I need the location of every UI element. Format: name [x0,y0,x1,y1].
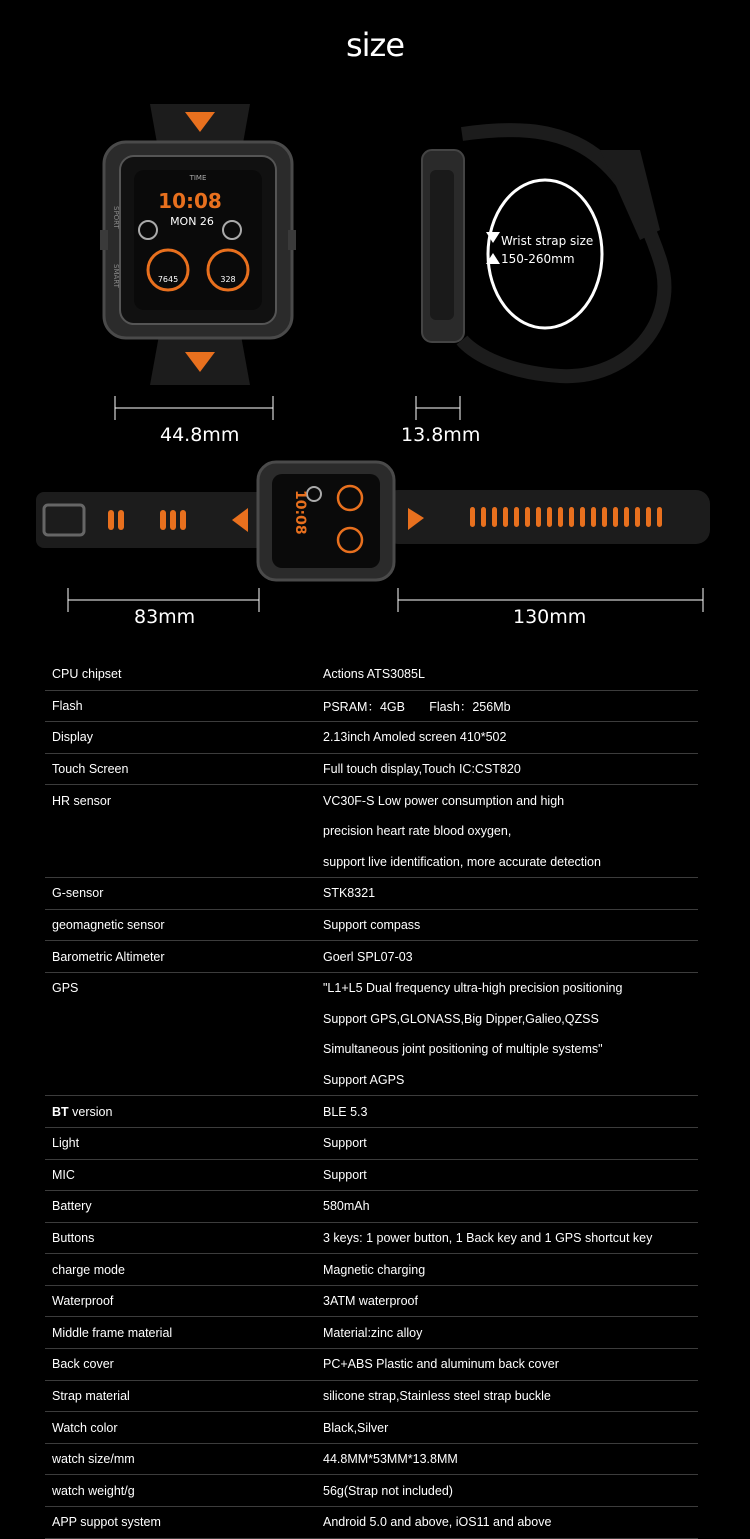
thickness-dimension: 13.8mm [401,424,481,446]
spec-key [45,659,323,690]
spec-key-text: charge mode [52,1262,125,1277]
spec-key [45,1096,323,1128]
spec-row [45,1349,698,1381]
spec-row [45,1285,698,1317]
spec-row [45,1127,698,1159]
spec-key-text: GPS [52,981,79,996]
spec-value: Support [323,1127,698,1159]
spec-key [45,1443,323,1475]
spec-value: 44.8MM*53MM*13.8MM [323,1443,698,1475]
spec-key [45,816,323,847]
spec-value: precision heart rate blood oxygen, [323,824,512,839]
spec-value: Black,Silver [323,1412,698,1444]
spec-key [45,1285,323,1317]
spec-row [45,941,698,973]
spec-key [45,1412,323,1444]
spec-key [45,941,323,973]
watch-side-image [422,130,664,376]
spec-key-text: Middle frame material [52,1325,173,1340]
spec-key-text: Display [52,730,93,745]
page-title: size [345,26,405,64]
spec-row [45,1096,698,1128]
strap-short-dimension: 83mm [134,606,196,628]
width-dimension: 44.8mm [160,424,240,446]
spec-value: Android 5.0 and above, iOS11 and above [323,1507,698,1539]
spec-key [45,1317,323,1349]
spec-key-text: HR sensor [52,793,112,808]
side-label-smart: SMART [112,264,120,288]
spec-value: Material:zinc alloy [323,1317,698,1349]
spec-row [45,722,698,754]
spec-row [45,690,698,722]
spec-key [45,722,323,754]
spec-row [45,816,698,847]
spec-key-bold: BT [52,1104,69,1119]
watch-face-heart: 328 [220,275,236,284]
spec-row [45,1380,698,1412]
watch-flat-image [36,462,710,580]
spec-table [45,659,698,1539]
spec-row [45,909,698,941]
spec-value: Magnetic charging [323,1254,698,1286]
spec-key-text: Barometric Altimeter [52,949,165,964]
spec-key-text: version [68,1104,113,1119]
watch-face-date: MON 26 [170,215,214,228]
spec-key [45,1159,323,1191]
spec-key [45,1254,323,1286]
spec-key [45,1065,323,1096]
spec-value: Support AGPS [323,1065,698,1096]
spec-value: Support GPS,GLONASS,Big Dipper,Galieo,QZSS [323,1011,599,1026]
spec-key-text: Strap material [52,1388,130,1403]
spec-value: Simultaneous joint positioning of multiple systems" [323,1042,603,1057]
spec-key-text: Light [52,1136,80,1151]
spec-key-text: watch weight/g [52,1483,135,1498]
spec-key [45,1349,323,1381]
spec-key-text: Watch color [52,1420,118,1435]
spec-key-text: watch size/mm [52,1452,135,1467]
watch-face-steps: 7645 [157,275,179,284]
spec-value: Goerl SPL07-03 [323,941,698,973]
strap-size-label: Wrist strap size [501,234,594,248]
spec-row [45,878,698,910]
watch-front-image [100,104,296,385]
spec-key [45,972,323,1003]
spec-row [45,1443,698,1475]
spec-key [45,847,323,878]
spec-key [45,1191,323,1223]
spec-key [45,1507,323,1539]
product-illustration [0,0,750,650]
spec-key [45,909,323,941]
spec-value: Support [323,1159,698,1191]
spec-row [45,1412,698,1444]
spec-value: 56g(Strap not included) [323,1475,698,1507]
spec-value: PSRAM：4GB Flash：256Mb [323,690,698,722]
watch-face-time: 10:08 [158,189,222,213]
side-label-sport: SPORT [112,206,120,229]
spec-row [45,847,698,878]
spec-key-text: APP suppot system [52,1515,161,1530]
spec-value: support live identification, more accurate detection [323,847,698,878]
spec-row [45,659,698,690]
spec-row [45,753,698,785]
spec-key [45,1380,323,1412]
spec-value: BLE 5.3 [323,1096,698,1128]
spec-key-text: G-sensor [52,886,104,901]
spec-value: 2.13inch Amoled screen 410*502 [323,722,698,754]
spec-row [45,1004,698,1035]
spec-row [45,1507,698,1539]
spec-row [45,1191,698,1223]
strap-size-range: 150-260mm [501,252,575,266]
spec-key-text: CPU chipset [52,667,122,682]
spec-key [45,690,323,722]
watch-face-brand: TIME [189,174,207,182]
spec-value: silicone strap,Stainless steel strap buckle [323,1380,698,1412]
spec-key [45,1004,323,1035]
spec-key-text: Buttons [52,1230,95,1245]
spec-value: PC+ABS Plastic and aluminum back cover [323,1349,698,1381]
spec-key [45,1475,323,1507]
spec-value: Support compass [323,909,698,941]
spec-value: VC30F-S Low power consumption and high [323,793,565,808]
spec-value: 580mAh [323,1191,698,1223]
spec-key [45,1034,323,1065]
spec-value: Full touch display,Touch IC:CST820 [323,753,698,785]
spec-key [45,1222,323,1254]
flat-face-time: 10:08 [292,490,308,535]
spec-value: 3ATM waterproof [323,1285,698,1317]
spec-row [45,1317,698,1349]
spec-value: 3 keys: 1 power button, 1 Back key and 1 GPS shortcut key [323,1222,698,1254]
spec-key-text: Back cover [52,1357,114,1372]
spec-value: Actions ATS3085L [323,659,698,690]
spec-row [45,1254,698,1286]
spec-key [45,785,323,816]
spec-row [45,972,698,1003]
spec-key-text: Battery [52,1199,92,1214]
spec-key-text: Flash [52,698,83,713]
spec-key [45,753,323,785]
spec-row [45,785,698,816]
spec-key-text: Waterproof [52,1294,114,1309]
spec-row [45,1475,698,1507]
spec-row [45,1034,698,1065]
spec-row [45,1222,698,1254]
spec-key [45,1127,323,1159]
strap-long-dimension: 130mm [513,606,587,628]
spec-key-text: MIC [52,1167,75,1182]
spec-value: STK8321 [323,878,698,910]
spec-key-text: Touch Screen [52,762,129,777]
spec-value: "L1+L5 Dual frequency ultra-high precision positioning [323,981,623,996]
spec-row [45,1065,698,1096]
spec-row [45,1159,698,1191]
spec-key-text: geomagnetic sensor [52,918,165,933]
spec-key [45,878,323,910]
